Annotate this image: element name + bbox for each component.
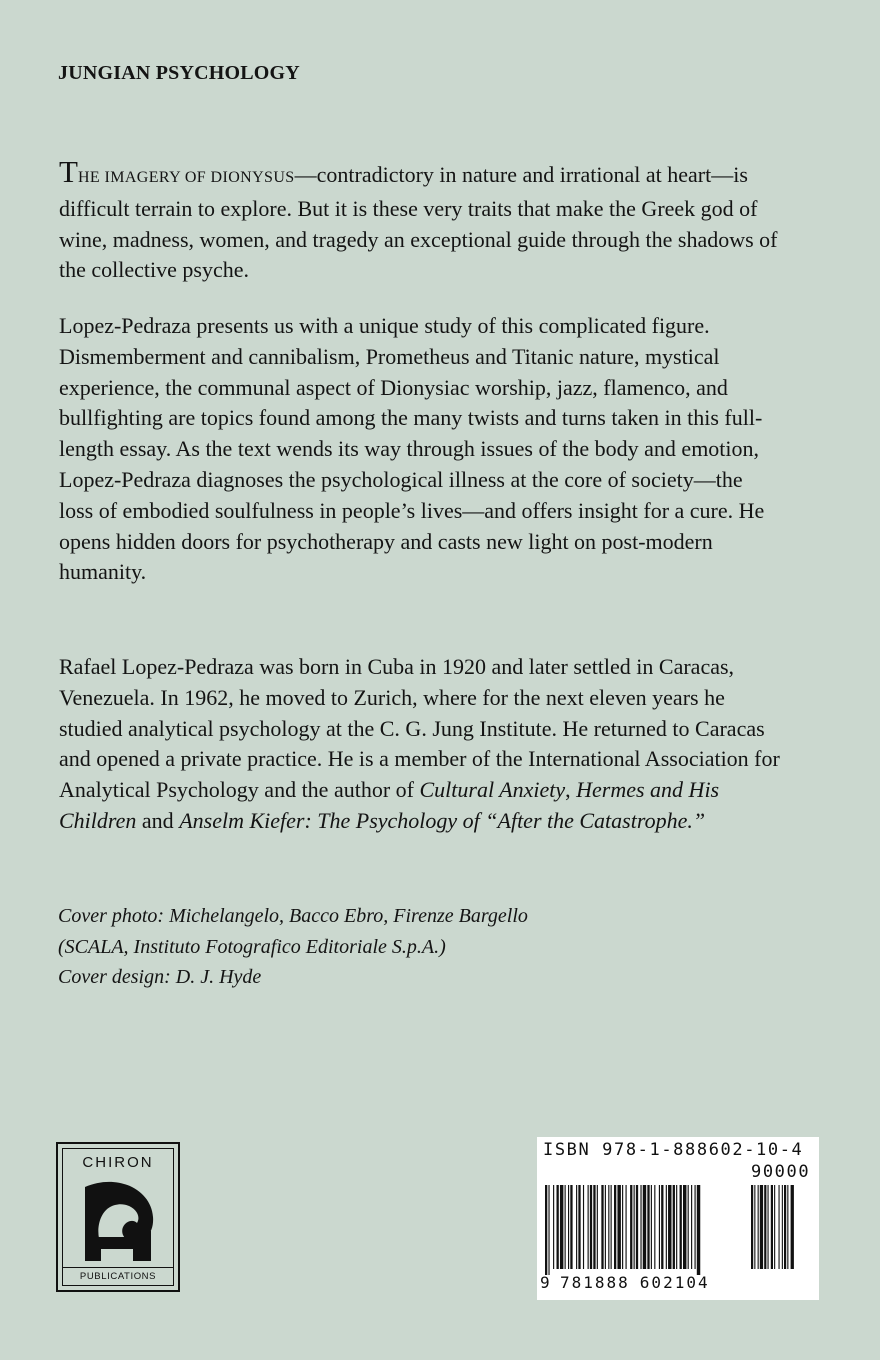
barcode-bar xyxy=(608,1185,609,1269)
addon-bar xyxy=(771,1185,773,1269)
barcode-bar xyxy=(676,1185,677,1269)
ean-right-group: 602104 xyxy=(639,1273,710,1292)
paragraph-text: Lopez-Pedraza presents us with a unique study of this complicated figure. Dismemberment and cannibalism, Prometheus and Titanic nature, mystical experience, the communal aspect of Dionysiac worship, jazz, flamenco, and bullfighting are topics found among the many twists and turns taken in this full-length essay. As the text wends its way through issues of the body and emotion, Lopez-Pedraza diagnoses the psychological illness at the core of society—the loss of embodied soulfulness in people’s lives—and offers insight for a cure. He opens hidden doors for psychotherapy and casts new light on post-modern humanity. xyxy=(59,313,765,585)
addon-bar xyxy=(751,1185,753,1269)
book-title: Anselm Kiefer: The Psychology of “After the Catastrophe.” xyxy=(179,807,706,833)
separator: , xyxy=(565,777,577,803)
book-title: Hermes and His Children xyxy=(59,777,720,833)
barcode-bar xyxy=(593,1185,595,1269)
addon-bar xyxy=(791,1185,794,1269)
logo-bottom-text: PUBLICATIONS xyxy=(63,1267,173,1285)
barcode-bar xyxy=(568,1185,569,1269)
addon-bar xyxy=(764,1185,766,1269)
chiron-emblem-icon xyxy=(77,1179,165,1267)
barcode-bar xyxy=(643,1185,646,1269)
ean-first-digit: 9 xyxy=(540,1273,550,1292)
paragraph-text: —contradictory in nature and irrational at heart—is difficult terrain to explore. But it is these very traits that make the Greek god of wine, madness, women, and tragedy an exceptional guide through the shadows of the collective psyche. xyxy=(59,162,778,283)
book-title: Cultural Anxiety xyxy=(419,777,566,803)
barcode-bar xyxy=(651,1185,652,1269)
barcode-bar xyxy=(647,1185,649,1269)
barcode-bar xyxy=(691,1185,692,1269)
barcode-bar xyxy=(636,1185,638,1269)
category-label: JUNGIAN PSYCHOLOGY xyxy=(58,62,300,84)
barcode-icon xyxy=(545,1185,811,1275)
barcode-bar xyxy=(666,1185,667,1269)
barcode-bar xyxy=(597,1185,598,1269)
isbn-text: ISBN 978-1-888602-10-4 xyxy=(543,1140,804,1160)
addon-bar xyxy=(758,1185,759,1269)
barcode-bar xyxy=(661,1185,663,1269)
barcode-bar xyxy=(553,1185,554,1269)
barcode-bar xyxy=(626,1185,627,1269)
description-paragraph-1 xyxy=(59,156,781,286)
barcode-bar xyxy=(634,1185,635,1269)
addon-bar xyxy=(754,1185,755,1269)
barcode-bar xyxy=(588,1185,589,1269)
credit-line: Cover photo: Michelangelo, Bacco Ebro, Firenze Bargello xyxy=(58,905,528,927)
barcode-bar xyxy=(611,1185,612,1269)
barcode-bar xyxy=(640,1185,641,1269)
barcode-bar xyxy=(695,1185,696,1269)
barcode-bar xyxy=(565,1185,566,1269)
addon-bar xyxy=(779,1185,780,1269)
drop-cap: T xyxy=(59,154,78,189)
barcode-bar xyxy=(654,1185,655,1269)
addon-bar xyxy=(784,1185,786,1269)
barcode-bar xyxy=(683,1185,686,1269)
barcode-bar xyxy=(617,1185,620,1269)
addon-bar xyxy=(787,1185,788,1269)
barcode-bar xyxy=(680,1185,682,1269)
barcode-bar xyxy=(560,1185,563,1269)
barcode-bar xyxy=(601,1185,603,1269)
barcode-bar xyxy=(557,1185,559,1269)
bio-text: Rafael Lopez-Pedraza was born in Cuba in 1920 and later settled in Caracas, Venezuela. In 1962, he moved to Zurich, where for the next eleven years he studied analytical psychology at the C. G. Jung Institute. He returned to Caracas and opened a private practice. He is a member of the International Association for Analytical Psychology and the author of xyxy=(59,654,780,803)
logo-top-text: CHIRON xyxy=(82,1154,154,1171)
barcode-bar xyxy=(545,1185,547,1275)
barcode-bar xyxy=(697,1185,700,1275)
price-code: 90000 xyxy=(751,1162,811,1182)
barcode-bar xyxy=(576,1185,577,1269)
credit-line: Cover design: D. J. Hyde xyxy=(58,966,262,988)
addon-bar xyxy=(782,1185,783,1269)
barcode-bar xyxy=(578,1185,580,1269)
credit-line: (SCALA, Instituto Fotografico Editoriale S.p.A.) xyxy=(58,935,446,958)
logo-frame xyxy=(62,1148,174,1286)
addon-bar xyxy=(768,1185,769,1269)
barcode-bar xyxy=(688,1185,689,1269)
barcode-bar xyxy=(622,1185,623,1269)
barcode-bar xyxy=(570,1185,572,1269)
conjunction: and xyxy=(136,807,180,833)
barcode-bar xyxy=(614,1185,616,1269)
addon-bar xyxy=(774,1185,775,1269)
addon-bar xyxy=(760,1185,763,1269)
cover-credits xyxy=(58,901,528,993)
author-bio xyxy=(59,652,781,837)
isbn-barcode xyxy=(537,1137,819,1300)
small-caps-lead: HE IMAGERY OF DIONYSUS xyxy=(77,169,295,186)
barcode-bar xyxy=(605,1185,606,1269)
barcode-bar xyxy=(630,1185,632,1269)
description-paragraph-2 xyxy=(59,311,781,588)
barcode-bar xyxy=(659,1185,660,1269)
barcode-bar xyxy=(548,1185,549,1275)
barcode-bar xyxy=(583,1185,584,1269)
ean-digits xyxy=(540,1273,710,1292)
barcode-bar xyxy=(673,1185,675,1269)
ean-left-group: 781888 xyxy=(560,1273,630,1292)
barcode-bar xyxy=(668,1185,671,1269)
publisher-logo xyxy=(56,1142,180,1292)
barcode-bar xyxy=(590,1185,592,1269)
